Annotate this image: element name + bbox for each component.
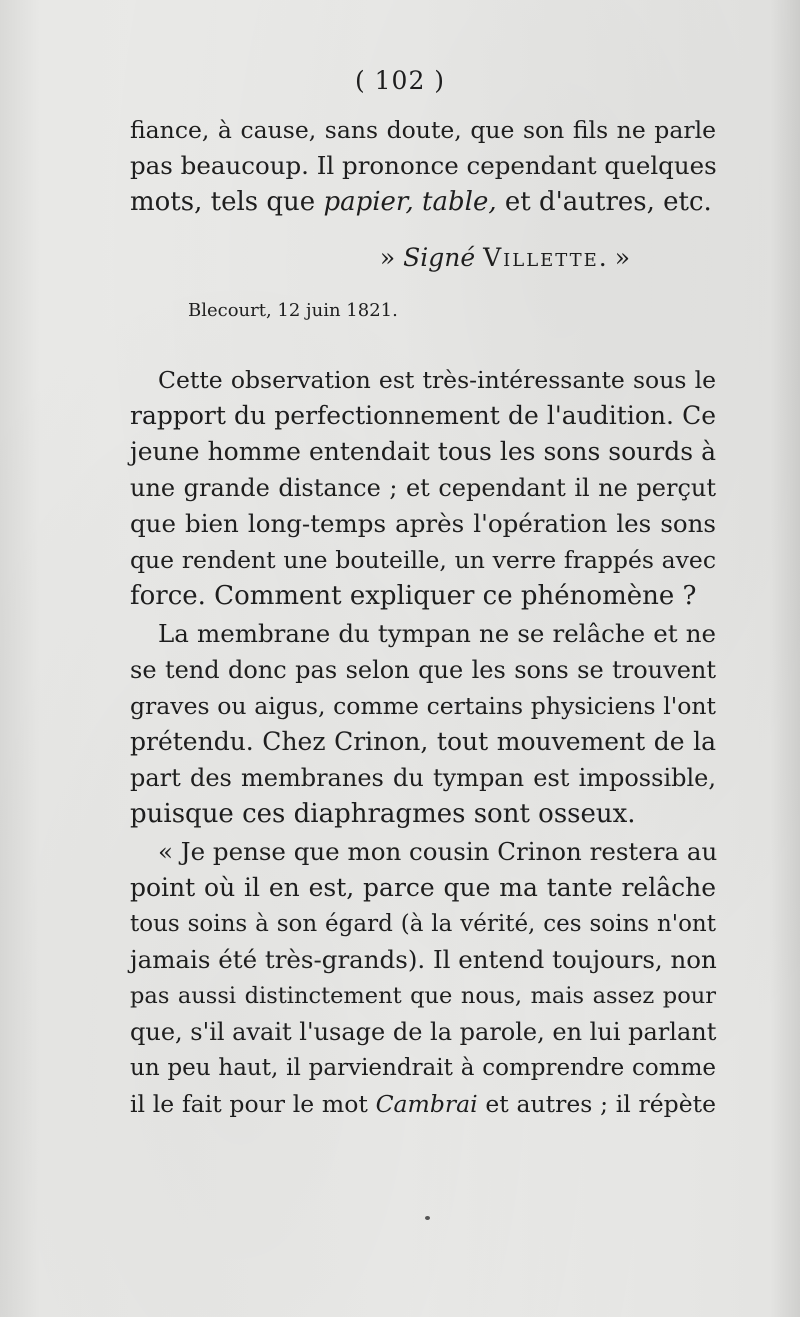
signed-word: Signé — [403, 243, 476, 272]
text-line: tous soins à son égard (à la vérité, ces soins n'ont — [130, 911, 716, 937]
text-line — [130, 184, 716, 220]
text-span: il le fait pour le mot — [130, 1090, 376, 1118]
text-line: un peu haut, il parviendrait à comprendre comme — [130, 1055, 716, 1081]
text-line: jamais été très-grands). Il entend toujours, non — [130, 945, 717, 974]
text-line: prétendu. Chez Crinon, tout mouvement de la — [130, 727, 716, 756]
text-line: La membrane du tympan ne se relâche et ne — [158, 619, 716, 648]
paper-speck — [425, 1216, 430, 1220]
quote-mark: » — [379, 243, 404, 272]
text-line: graves ou aigus, comme certains physiciens l'ont — [130, 692, 716, 720]
text-line: que rendent une bouteille, un verre frappés avec — [130, 546, 716, 574]
text-line: jeune homme entendait tous les sons sourds à — [130, 437, 716, 466]
text-line: part des membranes du tympan est impossible, — [130, 764, 716, 792]
text-span: mots, tels que — [130, 187, 324, 217]
signatory-name: Villette — [483, 243, 599, 272]
text-line: pas beaucoup. Il prononce cependant quelques — [130, 151, 717, 180]
italic-word: Cambrai — [375, 1090, 478, 1118]
text-span: et autres ; il répète — [477, 1090, 716, 1118]
page-number: ( 102 ) — [354, 66, 446, 95]
text-line: que bien long-temps après l'opération les sons — [130, 509, 716, 538]
text-line — [130, 1086, 716, 1122]
text-line: puisque ces diaphragmes sont osseux. — [130, 799, 636, 829]
text-line: se tend donc pas selon que les sons se trouvent — [130, 656, 716, 684]
text-line: « Je pense que mon cousin Crinon restera au — [158, 837, 718, 866]
place-date: Blecourt, 12 juin 1821. — [188, 300, 398, 321]
text-line: point où il en est, parce que ma tante relâche — [130, 873, 716, 902]
text-span: et d'autres, etc. — [496, 187, 712, 217]
text-line: pas aussi distinctement que nous, mais assez pour — [130, 983, 716, 1009]
text-line: que, s'il avait l'usage de la parole, en lui parlant — [130, 1018, 717, 1046]
text-line: rapport du perfectionnement de l'audition. Ce — [130, 401, 716, 430]
signature-line — [130, 240, 630, 276]
text-line: force. Comment expliquer ce phénomène ? — [130, 581, 697, 611]
quote-mark: . » — [598, 243, 630, 272]
italic-words: papier, table, — [323, 187, 497, 217]
text-line: une grande distance ; et cependant il ne perçut — [130, 474, 716, 502]
text-line: fiance, à cause, sans doute, que son fils ne parle — [130, 116, 716, 144]
text-line: Cette observation est très-intéressante sous le — [158, 366, 716, 394]
